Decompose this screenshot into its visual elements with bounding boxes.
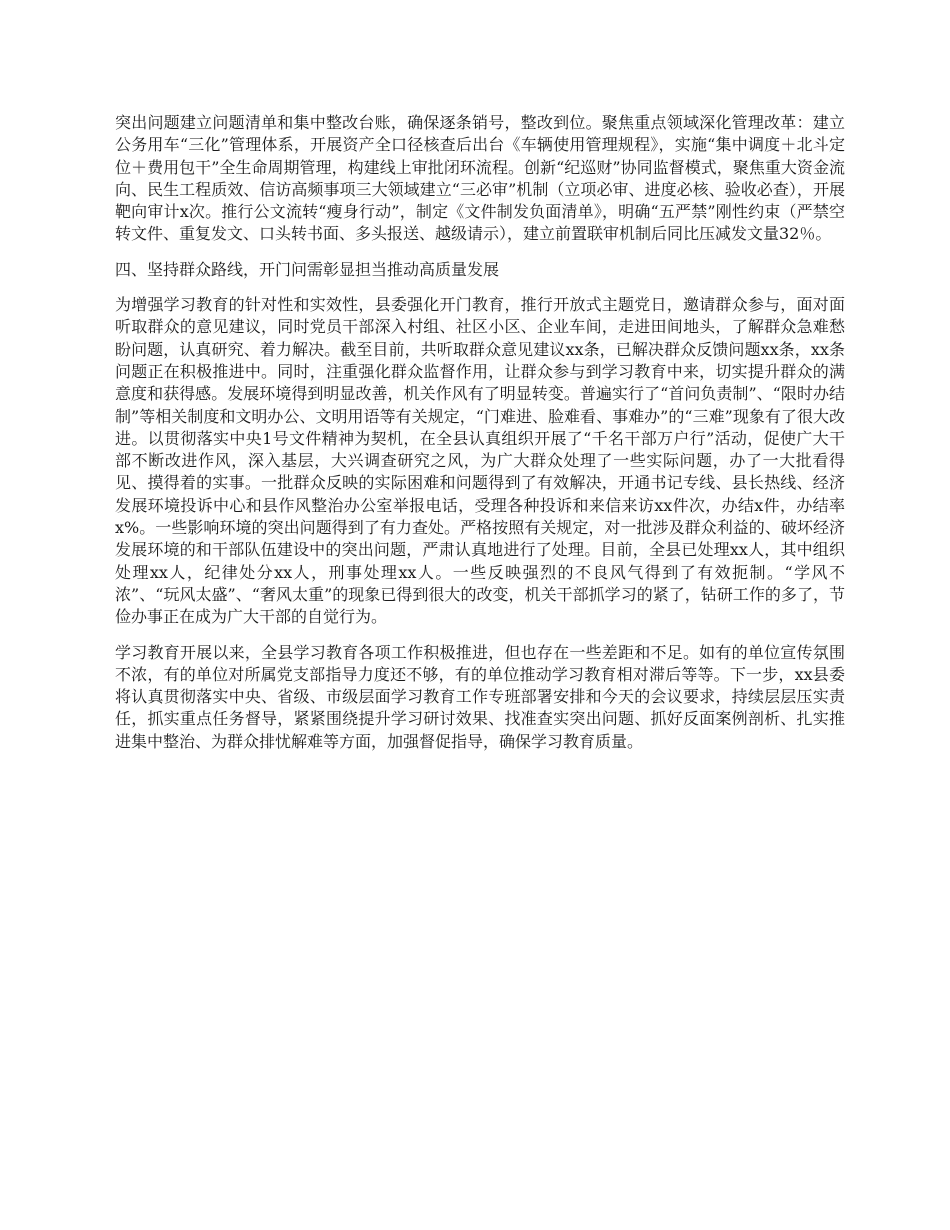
paragraph-next-steps: 学习教育开展以来，全县学习教育各项工作积极推进，但也存在一些差距和不足。如有的单位宣传氛围不浓，有的单位对所属党支部指导力度还不够，有的单位推动学习教育相对滞后等等。下一步，xx县委将认真贯彻落实中央、省级、市级层面学习教育工作专班部署安排和今天的会议要求，持续层层压实责任，抓实重点任务督导，紧紧围绕提升学习研讨效果、找准查实突出问题、抓好反面案例剖析、扎实推进集中整治、为群众排忧解难等方面，加强督促指导，确保学习教育质量。 xyxy=(115,642,845,751)
document-body xyxy=(115,112,845,753)
section-heading-4: 四、坚持群众路线，开门问需彰显担当推动高质量发展 xyxy=(115,259,500,279)
paragraph-mass-line: 为增强学习教育的针对性和实效性，县委强化开门教育，推行开放式主题党日，邀请群众参与，面对面听取群众的意见建议，同时党员干部深入村组、社区小区、企业车间，走进田间地头，了解群众急难愁盼问题，认真研究、着力解决。截至目前，共听取群众意见建议xx条，已解决群众反馈问题xx条，xx条问题正在积极推进中。同时，注重强化群众监督作用，让群众参与到学习教育中来，切实提升群众的满意度和获得感。发展环境得到明显改善，机关作风有了明显转变。普遍实行了“首问负责制”、“限时办结制”等相关制度和文明办公、文明用语等有关规定，“门难进、脸难看、事难办”的“三难”现象有了很大改进。以贯彻落实中央1号文件精神为契机，在全县认真组织开展了“千名干部万户行”活动，促使广大干部不断改进作风，深入基层，大兴调查研究之风，为广大群众处理了一些实际问题，办了一大批看得见、摸得着的实事。一批群众反映的实际困难和问题得到了有效解决，开通书记专线、县长热线、经济发展环境投诉中心和县作风整治办公室举报电话，受理各种投诉和来信来访xx件次，办结x件，办结率x%。一些影响环境的突出问题得到了有力查处。严格按照有关规定，对一批涉及群众利益的、破坏经济发展环境的和干部队伍建设中的突出问题，严肃认真地进行了处理。目前，全县已处理xx人，其中组织处理xx人，纪律处分xx人，刑事处理xx人。一些反映强烈的不良风气得到了有效扼制。“学风不浓”、“玩风太盛”、“奢风太重”的现象已得到很大的改变，机关干部抓学习的紧了，钻研工作的多了，节俭办事正在成为广大干部的自觉行为。 xyxy=(115,295,845,627)
paragraph-rectification: 突出问题建立问题清单和集中整改台账，确保逐条销号，整改到位。聚焦重点领域深化管理改革：建立公务用车“三化”管理体系，开展资产全口径核查后出台《车辆使用管理规程》，实施“集中调度＋北斗定位＋费用包干”全生命周期管理，构建线上审批闭环流程。创新“纪巡财”协同监督模式，聚焦重大资金流向、民生工程质效、信访高频事项三大领域建立“三必审”机制（立项必审、进度必核、验收必查），开展靶向审计x次。推行公文流转“瘦身行动”，制定《文件制发负面清单》，明确“五严禁”刚性约束（严禁空转文件、重复发文、口头转书面、多头报送、越级请示），建立前置联审机制后同比压减发文量32％。 xyxy=(115,113,845,244)
